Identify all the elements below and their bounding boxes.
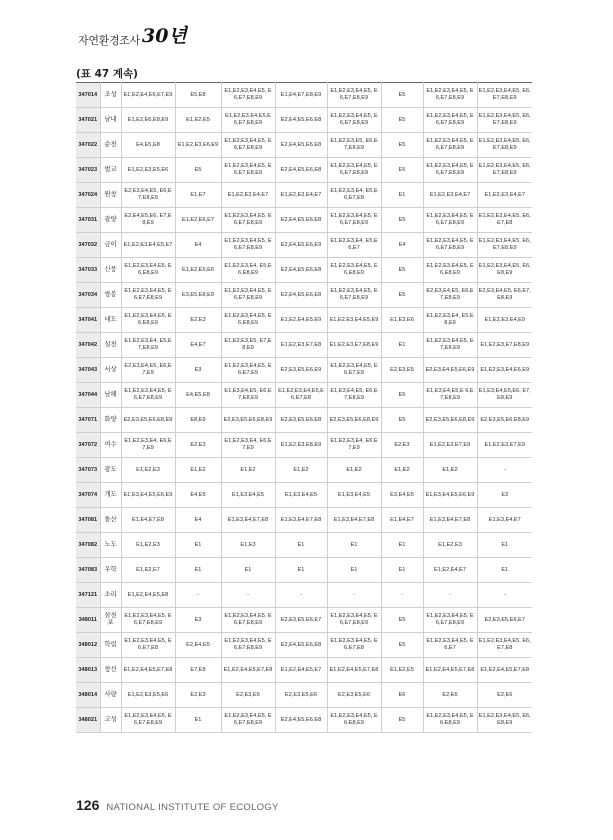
map-name-cell: 사량: [100, 683, 121, 708]
map-code-cell: 347074: [76, 483, 100, 508]
map-name-cell: 고성: [100, 708, 121, 733]
table-cell: E2,E3: [175, 308, 221, 333]
table-cell: E1,E2,E3,E4,E5, E6,E7,E8: [477, 633, 532, 658]
table-cell: E1,E2,E3,E6,E9: [175, 133, 221, 158]
table-cell: E5: [381, 283, 423, 308]
map-name-cell: 광양: [100, 208, 121, 233]
map-name-cell: 조성: [100, 83, 121, 108]
table-row: [76, 183, 532, 208]
table-cell: E1,E2,E3,E4,E5, E6,E8,E9: [121, 308, 175, 333]
table-row: [76, 83, 532, 108]
map-name-cell: 대도: [100, 308, 121, 333]
table-cell: E1,E2,E3,E4,E5, E6,E8,E9: [477, 258, 532, 283]
table-cell: E1,E2,E3,E4,E5,E9: [327, 308, 381, 333]
table-cell: E2,E3,E4,E5, E6,E7,E8,E9: [423, 283, 477, 308]
table-cell: E1,E2,E3,E4,E5, E6,E8,E9: [423, 258, 477, 283]
map-name-cell: 금이: [100, 233, 121, 258]
table-cell: E1,E2,E3,E4,E7: [477, 183, 532, 208]
table-cell: E1,E2,E3,E4,E5, E7,E8,E9: [423, 333, 477, 358]
map-name-cell: 원창: [100, 183, 121, 208]
table-cell: E1: [327, 558, 381, 583]
table-row: [76, 233, 532, 258]
table-cell: E1,E2,E3,E4, E5,E6,E7,E8: [327, 183, 381, 208]
map-code-cell: 347031: [76, 208, 100, 233]
table-cell: E1,E3,E4,E5, E6,E7,E8,E9: [221, 383, 275, 408]
table-cell: E1,E2,E3,E4,E5, E6,E7,E8,E9: [327, 158, 381, 183]
table-cell: E2,E3,E6: [221, 683, 275, 708]
table-cell: E1,E2,E3,E4,E5, E6,E7,E8,E9: [423, 133, 477, 158]
map-code-cell: 347044: [76, 383, 100, 408]
table-cell: E1,E3,E4,E7,E8: [275, 508, 327, 533]
table-cell: E2,E4,E5,E6,E8: [275, 258, 327, 283]
table-cell: E5: [381, 408, 423, 433]
table-cell: E1,E2,E3,E4,E5, E6,E7,E8,E9: [221, 608, 275, 633]
map-code-cell: 347081: [76, 508, 100, 533]
table-cell: E2,E4,E5,E6,E8: [275, 283, 327, 308]
map-name-cell: 남내: [100, 108, 121, 133]
table-cell: -: [477, 458, 532, 483]
table-cell: E1,E2,E3,E4,E5, E6,E7,E8,E9: [327, 83, 381, 108]
map-code-cell: 347073: [76, 458, 100, 483]
table-cell: E1,E3,E4,E7: [477, 508, 532, 533]
table-cell: E5: [381, 83, 423, 108]
table-cell: E1,E2,E3: [121, 458, 175, 483]
table-cell: E1,E2,E3,E4,E5, E6,E8,E9: [477, 708, 532, 733]
table-cell: E1,E2,E3,E4, E5,E6,E7: [327, 233, 381, 258]
table-cell: E1,E2,E3,E4,E5, E6,E7,E8,E9: [423, 208, 477, 233]
table-cell: E1,E2,E3,E4, E6,E7,E9: [327, 433, 381, 458]
table-row: [76, 558, 532, 583]
map-name-cell: 학림: [100, 633, 121, 658]
map-name-cell: 순천: [100, 133, 121, 158]
table-caption: (표 47 계속): [76, 68, 138, 80]
table-cell: E1: [327, 533, 381, 558]
table-cell: E1,E2,E3,E4,E5, E6,E7,E9: [221, 358, 275, 383]
table-cell: E6: [381, 683, 423, 708]
table-cell: E1,E2,E3,E4,E5, E6,E8,E9: [221, 308, 275, 333]
table-cell: E1,E3,E4,E5: [327, 483, 381, 508]
table-cell: E1,E2,E3,E4,E5, E6,E7,E8,E9: [221, 708, 275, 733]
table-cell: E1,E2,E3,E4,E5, E6,E7,E8,E9: [327, 108, 381, 133]
table-cell: E1,E2,E3,E4,E5, E6,E7,E8,E9: [423, 108, 477, 133]
table-cell: E1,E2,E3,E4,E5, E6,E7,E8,E9: [477, 133, 532, 158]
table-cell: E3: [175, 608, 221, 633]
table-row: [76, 533, 532, 558]
table-cell: E1,E2,E3,E4,E5, E6,E7: [423, 633, 477, 658]
table-cell: E1,E3: [221, 533, 275, 558]
table-cell: E1,E2,E3,E4,E5, E6,E7,E8,E9: [221, 208, 275, 233]
table-row: [76, 258, 532, 283]
table-cell: E1,E2,E3,E4, E6,E7,E9: [221, 433, 275, 458]
table-cell: E5,E8: [175, 83, 221, 108]
table-cell: E2,E4,E5,E6,E8: [275, 208, 327, 233]
table-cell: E1,E2,E3,E5,E6: [121, 683, 175, 708]
table-cell: E1,E2,E3,E4,E7: [423, 183, 477, 208]
table-cell: E1,E3,E4,E7,E8: [221, 508, 275, 533]
map-code-cell: 348011: [76, 608, 100, 633]
map-code-cell: 347121: [76, 583, 100, 608]
table-cell: E1,E2,E3,E4,E5, E6,E8,E9: [423, 708, 477, 733]
table-cell: E1,E2: [327, 458, 381, 483]
table-row: [76, 333, 532, 358]
map-name-cell: 신풍: [100, 258, 121, 283]
table-cell: E1,E2,E4,E5,E7,E8: [221, 658, 275, 683]
table-cell: E1,E2: [381, 458, 423, 483]
table-cell: E1: [175, 558, 221, 583]
table-cell: E1,E3,E4,E5,E 6,E7,E8,E9: [423, 383, 477, 408]
table-cell: E2,E3,E5,E6,E7: [477, 608, 532, 633]
table-cell: -: [275, 583, 327, 608]
table-cell: E1,E2,E7: [121, 558, 175, 583]
table-cell: E1,E2,E5,E6: [175, 258, 221, 283]
table-cell: E4,E5,E8: [121, 133, 175, 158]
map-code-cell: 347072: [76, 433, 100, 458]
table-cell: E1,E2,E6,E7: [175, 208, 221, 233]
table-cell: E2,E3: [381, 433, 423, 458]
table-cell: E1,E3,E4,E7,E8: [327, 508, 381, 533]
table-cell: E3: [175, 358, 221, 383]
table-cell: E1,E4,E7: [381, 508, 423, 533]
map-code-cell: 347024: [76, 183, 100, 208]
table-row: [76, 108, 532, 133]
table-cell: E1,E2,E3,E4,E5, E6,E8,E9: [327, 708, 381, 733]
table-cell: E1,E2,E3,E4,E5, E6,E7,E8,E9: [221, 283, 275, 308]
table-row: [76, 458, 532, 483]
table-cell: E1,E3,E4,E5,E6,E9: [423, 483, 477, 508]
table-cell: E5: [381, 608, 423, 633]
table-cell: E2,E3,E5,E6,E8,E9: [477, 408, 532, 433]
table-cell: -: [381, 583, 423, 608]
table-cell: E1,E2,E4,E5,E7: [275, 658, 327, 683]
table-cell: E1,E2,E3,E4,E5,E 6,E7,E8,E9: [221, 108, 275, 133]
table-cell: E1,E2,E3,E4,E5, E6,E8,E9: [327, 258, 381, 283]
table-row: [76, 433, 532, 458]
table-cell: E1,E2,E3,E4,E5, E6,E7,E8,E9: [221, 158, 275, 183]
table-cell: E1,E2,E3,E4,E5, E6,E7,E8,E9: [121, 283, 175, 308]
table-cell: E5: [381, 158, 423, 183]
table-cell: E2,E3,E5,E6,E8: [275, 408, 327, 433]
map-name-cell: 남해: [100, 383, 121, 408]
table-cell: E1,E3,E4,E7,E8: [423, 508, 477, 533]
table-cell: E2,E4,E5,E6,E9: [275, 233, 327, 258]
table-cell: E1: [381, 183, 423, 208]
table-cell: E1: [275, 558, 327, 583]
table-cell: E5: [381, 633, 423, 658]
table-cell: E5: [381, 383, 423, 408]
table-cell: E2,E3,E5,E6: [327, 683, 381, 708]
map-name-cell: 개도: [100, 483, 121, 508]
table-cell: E1,E2,E4,E5,E9: [275, 308, 327, 333]
table-row: [76, 283, 532, 308]
table-cell: E4,E5: [175, 483, 221, 508]
table-cell: E2,E3,E5,E6,E8,E9: [221, 408, 275, 433]
map-name-cell: 벌교: [100, 158, 121, 183]
table-cell: E1,E2,E3,E4,E5, E6,E7,E8,E9: [221, 83, 275, 108]
table-cell: E1,E2,E3,E4,E5, E6,E7,E8,E9: [327, 283, 381, 308]
table-cell: E1,E2,E3,E4,E5, E6,E7,E8,E9: [423, 158, 477, 183]
header-logo: 30년: [141, 25, 187, 47]
table-cell: E2,E4,E5,E6, E7,E8,E9: [121, 208, 175, 233]
table-cell: E1: [381, 333, 423, 358]
map-code-cell: 347014: [76, 83, 100, 108]
table-row: [76, 483, 532, 508]
table-cell: E1,E2,E3: [121, 533, 175, 558]
table-cell: E2,E3,E5,E6,E7: [275, 608, 327, 633]
table-cell: E1,E2,E3,E4,E5, E6,E7,E8,E9: [423, 608, 477, 633]
map-code-cell: 348013: [76, 658, 100, 683]
map-code-cell: 347043: [76, 358, 100, 383]
table-cell: E1,E2,E3,E4,E5, E6,E7,E8,E9: [327, 608, 381, 633]
table-row: [76, 683, 532, 708]
table-cell: E2,E4,E5,E6,E8: [275, 158, 327, 183]
table-cell: E1,E2,E3,E4,E5, E6,E7,E8,E9: [423, 83, 477, 108]
table-row: [76, 508, 532, 533]
table-cell: E1,E2,E3,E4,E9: [477, 308, 532, 333]
table-row: [76, 358, 532, 383]
table-cell: E1,E2,E3,E5, E6,E7,E8,E9: [327, 133, 381, 158]
table-cell: E1,E2,E4,E5,E7,E8: [121, 658, 175, 683]
table-cell: E2,E4,E5,E6,E8: [275, 133, 327, 158]
table-cell: E2,E3,E5,E6,E8,E9: [423, 408, 477, 433]
table-cell: E1,E2,E5: [381, 658, 423, 683]
map-name-cell: 돌산: [100, 508, 121, 533]
map-code-cell: 347082: [76, 533, 100, 558]
table-cell: E2,E3,E4,E5, E6,E7,E8,E9: [477, 283, 532, 308]
table-row: [76, 133, 532, 158]
table-cell: E1,E3,E4,E5,E6, E7,E8,E9: [477, 383, 532, 408]
table-cell: E1,E2: [275, 458, 327, 483]
table-cell: E2,E4,E5,E6,E8: [275, 708, 327, 733]
table-cell: E1,E2,E3,E4,E5, E6,E7,E8,E9: [221, 633, 275, 658]
table-cell: E1: [175, 708, 221, 733]
header-title: 자연환경조사: [78, 34, 140, 47]
table-cell: E1,E2,E3,E4,E5,E 6,E7,E8: [275, 383, 327, 408]
table-cell: E1: [381, 533, 423, 558]
table-cell: E1,E2,E4,E6,E7,E9: [121, 83, 175, 108]
table-cell: E1,E2,E3,E4,E5, E6,E7,E8,E9: [477, 233, 532, 258]
table-cell: E1,E2,E3,E4,E5, E6,E7,E8,E9: [327, 208, 381, 233]
table-row: [76, 158, 532, 183]
table-cell: -: [175, 583, 221, 608]
map-code-cell: 347022: [76, 133, 100, 158]
table-cell: E1,E2,E3,E4,E5,E7: [121, 233, 175, 258]
table-cell: E2,E3,E4,E5, E6,E7,E9: [121, 358, 175, 383]
map-code-cell: 347042: [76, 333, 100, 358]
table-cell: E1,E3,E4,E5,E6,E9: [121, 483, 175, 508]
table-cell: -: [327, 583, 381, 608]
table-cell: E1,E2,E3,E4, E6,E7,E9: [121, 433, 175, 458]
page-number: 126: [76, 797, 100, 813]
table-cell: E1,E2,E3,E4,E5, E6,E7,E8,E9: [121, 708, 175, 733]
map-name-cell: 화양: [100, 408, 121, 433]
table-cell: E1,E2,E3,E7,E9: [477, 433, 532, 458]
table-cell: E5: [381, 208, 423, 233]
table-row: [76, 583, 532, 608]
map-code-cell: 348012: [76, 633, 100, 658]
table-cell: E2,E3,E5,E6,E8,E9: [327, 408, 381, 433]
table-cell: E5: [381, 258, 423, 283]
table-cell: E2,E6: [477, 683, 532, 708]
table-cell: E1,E2,E3,E4,E7: [221, 183, 275, 208]
table-cell: E1,E2,E3,E4,E5, E6,E7,E8,E9: [477, 83, 532, 108]
table-cell: E1,E2,E3,E7,E8,E9: [327, 333, 381, 358]
table-cell: E1,E2,E3,E4,E5, E6,E7,E9: [327, 358, 381, 383]
map-code-cell: 348014: [76, 683, 100, 708]
table-cell: E2,E3,E5,E6,E8,E9: [121, 408, 175, 433]
table-cell: E1,E2,E3,E4,E7: [275, 183, 327, 208]
map-code-cell: 347023: [76, 158, 100, 183]
table-cell: E1: [275, 533, 327, 558]
table-cell: E1,E2,E4,E5,E8: [121, 583, 175, 608]
map-code-cell: 347083: [76, 558, 100, 583]
map-code-cell: 347033: [76, 258, 100, 283]
map-name-cell: 우학: [100, 558, 121, 583]
table-cell: -: [477, 583, 532, 608]
table-cell: E1,E2,E3,E5, E7,E8,E9: [221, 333, 275, 358]
table-cell: E5: [381, 108, 423, 133]
table-cell: E1: [477, 558, 532, 583]
page-footer: [76, 797, 279, 813]
table-cell: E1,E2,E3,E4,E5, E6,E7,E8,E9: [121, 383, 175, 408]
table-cell: E1,E2,E4,E5,E7,E8: [327, 658, 381, 683]
map-name-cell: 노도: [100, 533, 121, 558]
table-cell: E1: [221, 558, 275, 583]
map-name-cell: 여수: [100, 433, 121, 458]
table-cell: E1,E7: [175, 183, 221, 208]
table-cell: E3,E5,E8,E9: [175, 283, 221, 308]
table-cell: E2,E3,E4,E5, E6,E7,E8,E9: [121, 183, 175, 208]
table-row: [76, 408, 532, 433]
table-cell: E1,E3,E4,E5: [221, 483, 275, 508]
table-cell: E2,E4,E5,E6,E8: [275, 108, 327, 133]
table-cell: E1,E2,E3,E4,E5, E6,E7,E8,E9: [477, 158, 532, 183]
map-name-cell: 서상: [100, 358, 121, 383]
map-code-cell: 347034: [76, 283, 100, 308]
table-cell: E1,E2,E3,E4,E5, E6,E7,E8,E9: [477, 108, 532, 133]
table-cell: E1,E2,E4,E7: [423, 558, 477, 583]
table-cell: E1,E2: [175, 458, 221, 483]
table-cell: E1,E4,E7,E8: [121, 508, 175, 533]
table-cell: E4,E7: [175, 333, 221, 358]
table-cell: E2,E3,E4,E5,E6,E9: [423, 358, 477, 383]
table-cell: E1,E2,E5: [175, 108, 221, 133]
table-cell: E1,E4,E7,E8,E9: [275, 83, 327, 108]
table-cell: E1,E3,E6: [381, 308, 423, 333]
table-cell: E1,E3,E4,E5, E6,E7,E8,E9: [327, 383, 381, 408]
table-cell: -: [221, 583, 275, 608]
table-cell: E1,E2,E4,E5,E7,E8: [477, 658, 532, 683]
table-cell: E4: [381, 233, 423, 258]
table-cell: E1,E2,E3,E4,E5, E6,E7,E8,E9: [221, 133, 275, 158]
table-cell: E3: [477, 483, 532, 508]
table-cell: E1,E2,E3,E4,E5, E6,E7,E8,E9: [423, 233, 477, 258]
table-cell: E2,E4,E5: [175, 633, 221, 658]
table-cell: E4: [175, 508, 221, 533]
table-cell: E2,E3: [175, 433, 221, 458]
map-name-cell: 소리: [100, 583, 121, 608]
data-table: [76, 82, 532, 733]
table-cell: E1,E2,E3,E4,E5, E6,E7,E8,E9: [121, 608, 175, 633]
table-cell: E2,E3,E5,E6,E9: [275, 358, 327, 383]
table-cell: E1,E2,E3,E4,E5, E6,E8,E9: [121, 258, 175, 283]
table-row: [76, 383, 532, 408]
table-cell: E1,E2,E4,E5,E7,E8: [423, 658, 477, 683]
table-row: [76, 658, 532, 683]
table-cell: E1,E2,E3,E4,E5, E6,E7,E8,E9: [221, 233, 275, 258]
map-code-cell: 347041: [76, 308, 100, 333]
table-cell: E1,E3,E4,E5: [275, 483, 327, 508]
table-cell: E5: [175, 158, 221, 183]
map-name-cell: 창선: [100, 658, 121, 683]
table-cell: E1,E2,E3,E7,E9: [423, 433, 477, 458]
map-code-cell: 347032: [76, 233, 100, 258]
table-row: [76, 708, 532, 733]
table-cell: -: [423, 583, 477, 608]
table-cell: E3,E4,E5: [381, 483, 423, 508]
table-cell: E1: [381, 558, 423, 583]
table-cell: E4: [175, 233, 221, 258]
map-code-cell: 347071: [76, 408, 100, 433]
table-cell: E1,E2,E3,E4,E5, E6,E7,E8: [327, 633, 381, 658]
table-cell: E7,E8: [175, 658, 221, 683]
table-cell: E2,E6: [423, 683, 477, 708]
table-cell: E1,E2,E3,E4,E5, E6,E7,E8: [121, 633, 175, 658]
running-header: [78, 22, 187, 48]
table-row: [76, 633, 532, 658]
table-cell: E1,E2,E3,E4, E5,E8,E9: [423, 308, 477, 333]
map-name-cell: 쌍봉: [100, 283, 121, 308]
table-cell: E1,E2: [221, 458, 275, 483]
table-cell: E4,E5,E8: [175, 383, 221, 408]
table-row: [76, 608, 532, 633]
table-row: [76, 308, 532, 333]
table-cell: E1: [175, 533, 221, 558]
table-cell: E1: [477, 533, 532, 558]
table-row: [76, 208, 532, 233]
table-cell: E8,E9: [175, 408, 221, 433]
table-cell: E1,E2,E3,E4, E5,E6,E8,E9: [221, 258, 275, 283]
table-cell: E1,E2,E3,E7,E8,E9: [477, 333, 532, 358]
table-cell: E1,E2: [423, 458, 477, 483]
map-name-cell: 삼천포: [100, 608, 121, 633]
table-cell: E1,E2,E3: [423, 533, 477, 558]
map-code-cell: 348021: [76, 708, 100, 733]
table-cell: E1,E2,E6,E8,E9: [121, 108, 175, 133]
table-cell: E5: [381, 708, 423, 733]
table-cell: E1,E2,E3,E4,E6,E9: [477, 358, 532, 383]
table-cell: E1,E2,E3,E5,E6: [121, 158, 175, 183]
table-cell: E1,E2,E3,E4, E5,E7,E8,E9: [121, 333, 175, 358]
map-name-cell: 광도: [100, 458, 121, 483]
table-cell: E2,E3,E5: [381, 358, 423, 383]
map-code-cell: 347021: [76, 108, 100, 133]
table-cell: E5: [381, 133, 423, 158]
table-cell: E1,E2,E3,E7,E8: [275, 333, 327, 358]
map-name-cell: 설천: [100, 333, 121, 358]
table-cell: E1,E2,E3,E4,E5, E6,E7,E8: [477, 208, 532, 233]
table-cell: E2,E3: [175, 683, 221, 708]
institute-name: NATIONAL INSTITUTE OF ECOLOGY: [106, 802, 279, 813]
table-cell: E2,E4,E5,E6,E8: [275, 633, 327, 658]
table-cell: E2,E3,E5,E6: [275, 683, 327, 708]
table-cell: E1,E2,E3,E8,E9: [275, 433, 327, 458]
